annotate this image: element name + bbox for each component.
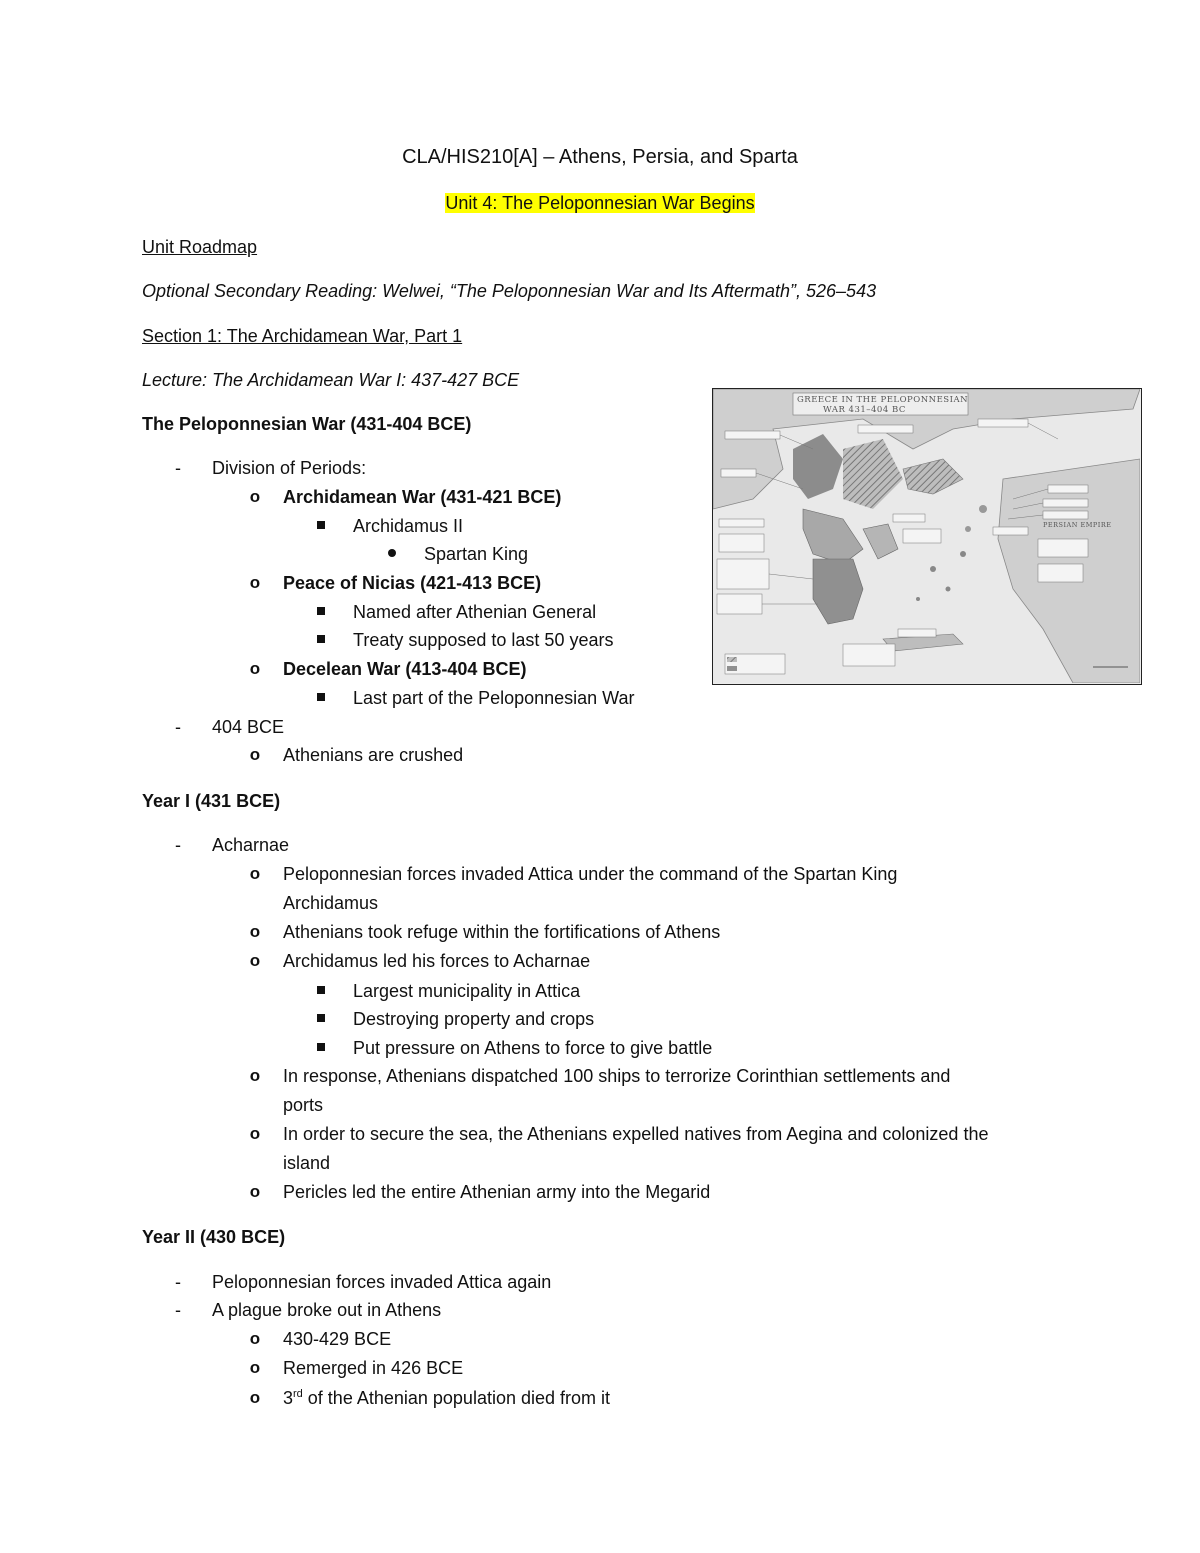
- year2-heading: Year II (430 BCE): [142, 1227, 286, 1247]
- list-item: Decelean War (413-404 BCE): [283, 659, 527, 679]
- list-item: In order to secure the sea, the Athenians expelled natives from Aegina and colonized the: [283, 1124, 989, 1144]
- bullet-dash: -: [175, 835, 181, 855]
- lecture-title: Lecture: The Archidamean War I: 437-427 BCE: [142, 370, 520, 390]
- bullet-square: [317, 521, 325, 529]
- bullet-square: [317, 635, 325, 643]
- list-item: In response, Athenians dispatched 100 ships to terrorize Corinthian settlements and: [283, 1066, 951, 1086]
- bullet-dash: -: [175, 458, 181, 478]
- bullet-o: o: [249, 864, 261, 883]
- list-item-continuation: island: [283, 1153, 331, 1173]
- list-item: Put pressure on Athens to force to give battle: [353, 1038, 713, 1058]
- ordinal-rest: of the Athenian population died from it: [302, 1388, 611, 1408]
- bullet-o: o: [249, 573, 261, 592]
- greece-map-image: [712, 388, 1142, 685]
- roadmap-heading: Unit Roadmap: [142, 237, 258, 257]
- map-title-line1: GREECE IN THE PELOPONNESIAN: [797, 395, 969, 405]
- bullet-o: o: [249, 922, 261, 941]
- bullet-dash: -: [175, 717, 181, 737]
- map-persian-empire-label: PERSIAN EMPIRE: [1043, 521, 1112, 529]
- bullet-dash: -: [175, 1300, 181, 1320]
- list-item: Largest municipality in Attica: [353, 981, 581, 1001]
- list-item: Athenians are crushed: [283, 745, 464, 765]
- unit-title: [0, 192, 1200, 214]
- list-item: Destroying property and crops: [353, 1009, 595, 1029]
- list-item: 430-429 BCE: [283, 1329, 392, 1349]
- map-graphic: [713, 389, 1140, 683]
- list-item: Acharnae: [212, 835, 290, 855]
- bullet-o: o: [249, 951, 261, 970]
- list-item: [283, 1387, 610, 1409]
- list-item: 404 BCE: [212, 717, 285, 737]
- map-title-line2: WAR 431–404 BC: [823, 405, 906, 415]
- bullet-square: [317, 693, 325, 701]
- bullet-dot: [388, 549, 396, 557]
- unit-title-text: Unit 4: The Peloponnesian War Begins: [445, 193, 755, 213]
- list-item: A plague broke out in Athens: [212, 1300, 442, 1320]
- bullet-square: [317, 1014, 325, 1022]
- list-item: Last part of the Peloponnesian War: [353, 688, 635, 708]
- bullet-o: o: [249, 1358, 261, 1377]
- bullet-square: [317, 607, 325, 615]
- list-item: Remerged in 426 BCE: [283, 1358, 464, 1378]
- bullet-o: o: [249, 1388, 261, 1407]
- bullet-square: [317, 1043, 325, 1051]
- bullet-o: o: [249, 1329, 261, 1348]
- list-item: Pericles led the entire Athenian army into the Megarid: [283, 1182, 711, 1202]
- list-item: Division of Periods:: [212, 458, 367, 478]
- war-heading: The Peloponnesian War (431-404 BCE): [142, 414, 472, 434]
- list-item: Archidamus II: [353, 516, 464, 536]
- secondary-reading: Optional Secondary Reading: Welwei, “The Peloponnesian War and Its Aftermath”, 526–543: [142, 281, 877, 301]
- course-title: CLA/HIS210[A] – Athens, Persia, and Sparta: [402, 146, 798, 168]
- bullet-o: o: [249, 745, 261, 764]
- bullet-dash: -: [175, 1272, 181, 1292]
- bullet-o: o: [249, 659, 261, 678]
- list-item-continuation: ports: [283, 1095, 324, 1115]
- bullet-o: o: [249, 1124, 261, 1143]
- list-item: Named after Athenian General: [353, 602, 597, 622]
- section-heading: Section 1: The Archidamean War, Part 1: [142, 326, 463, 346]
- list-item: Peloponnesian forces invaded Attica under the command of the Spartan King: [283, 864, 898, 884]
- list-item-continuation: Archidamus: [283, 893, 379, 913]
- list-item: Athenians took refuge within the fortifications of Athens: [283, 922, 721, 942]
- list-item: Peace of Nicias (421-413 BCE): [283, 573, 542, 593]
- list-item: Archidamus led his forces to Acharnae: [283, 951, 591, 971]
- bullet-square: [317, 986, 325, 994]
- ordinal-suffix: rd: [293, 1388, 303, 1400]
- list-item: Spartan King: [424, 544, 529, 564]
- list-item: Archidamean War (431-421 BCE): [283, 487, 562, 507]
- bullet-o: o: [249, 487, 261, 506]
- year1-heading: Year I (431 BCE): [142, 791, 281, 811]
- ordinal-number: 3: [283, 1388, 294, 1408]
- bullet-o: o: [249, 1066, 261, 1085]
- list-item: Peloponnesian forces invaded Attica again: [212, 1272, 552, 1292]
- list-item: Treaty supposed to last 50 years: [353, 630, 614, 650]
- bullet-o: o: [249, 1182, 261, 1201]
